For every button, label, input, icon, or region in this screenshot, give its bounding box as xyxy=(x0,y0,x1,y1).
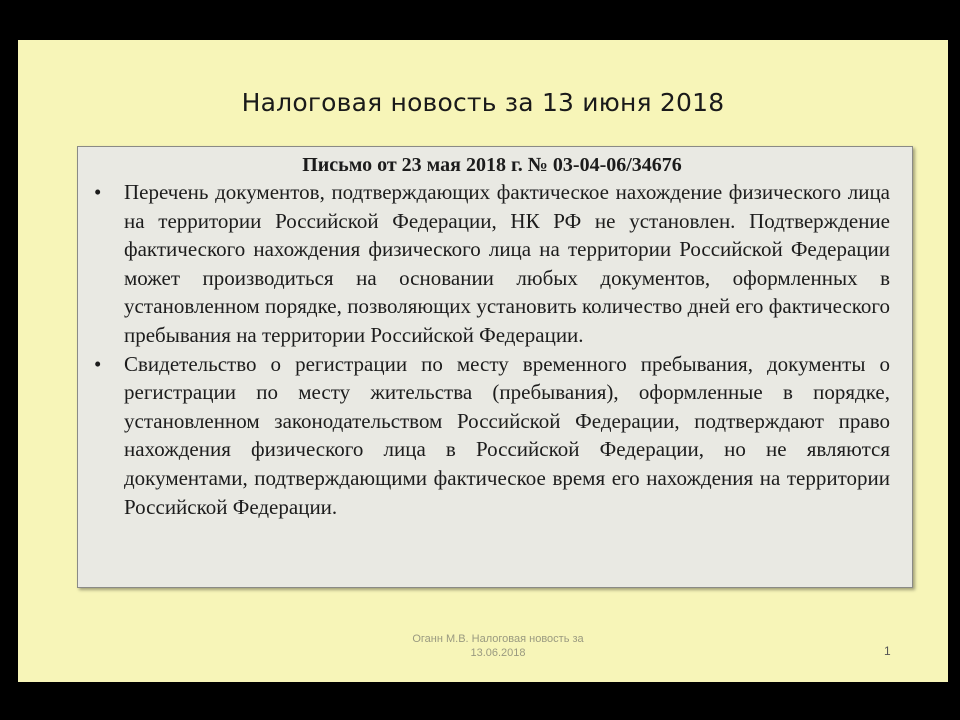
bullet-item xyxy=(94,178,890,350)
slide-footer xyxy=(348,632,648,660)
bullet-item xyxy=(94,350,890,522)
letter-box xyxy=(77,146,913,588)
bullet-text: Перечень документов, подтверждающих фактическое нахождение физического лица на территории Российской Федерации, НК РФ не установлен. Подтверждение фактического нахождения физического лица на территории Российской Федерации может производиться на основании любых документов, оформленных в установленном порядке, позволяющих установить количество дней его фактического пребывания на территории Российской Федерации. xyxy=(124,180,890,347)
slide xyxy=(18,40,948,682)
letter-heading: Письмо от 23 мая 2018 г. № 03-04-06/34676 xyxy=(302,154,682,176)
slide-title: Налоговая новость за 13 июня 2018 xyxy=(241,88,725,117)
footer-line-2: 13.06.2018 xyxy=(470,647,526,659)
bullet-list xyxy=(94,178,890,521)
bullet-icon: • xyxy=(94,351,102,376)
bullet-icon: • xyxy=(94,180,102,204)
page-number: 1 xyxy=(884,644,891,658)
bullet-text: Свидетельство о регистрации по месту временного пребывания, документы о регистрации по месту жительства (пребывания), оформленные в порядке, установленном законодательством Российской Федерации, подтверждают право нахождения физического лица в Российской Федерации, но не являются документами, подтверждающими фактическое время его нахождения на территории Российской Федерации. xyxy=(124,351,890,519)
footer-line-1: Оганн М.В. Налоговая новость за xyxy=(412,633,584,645)
